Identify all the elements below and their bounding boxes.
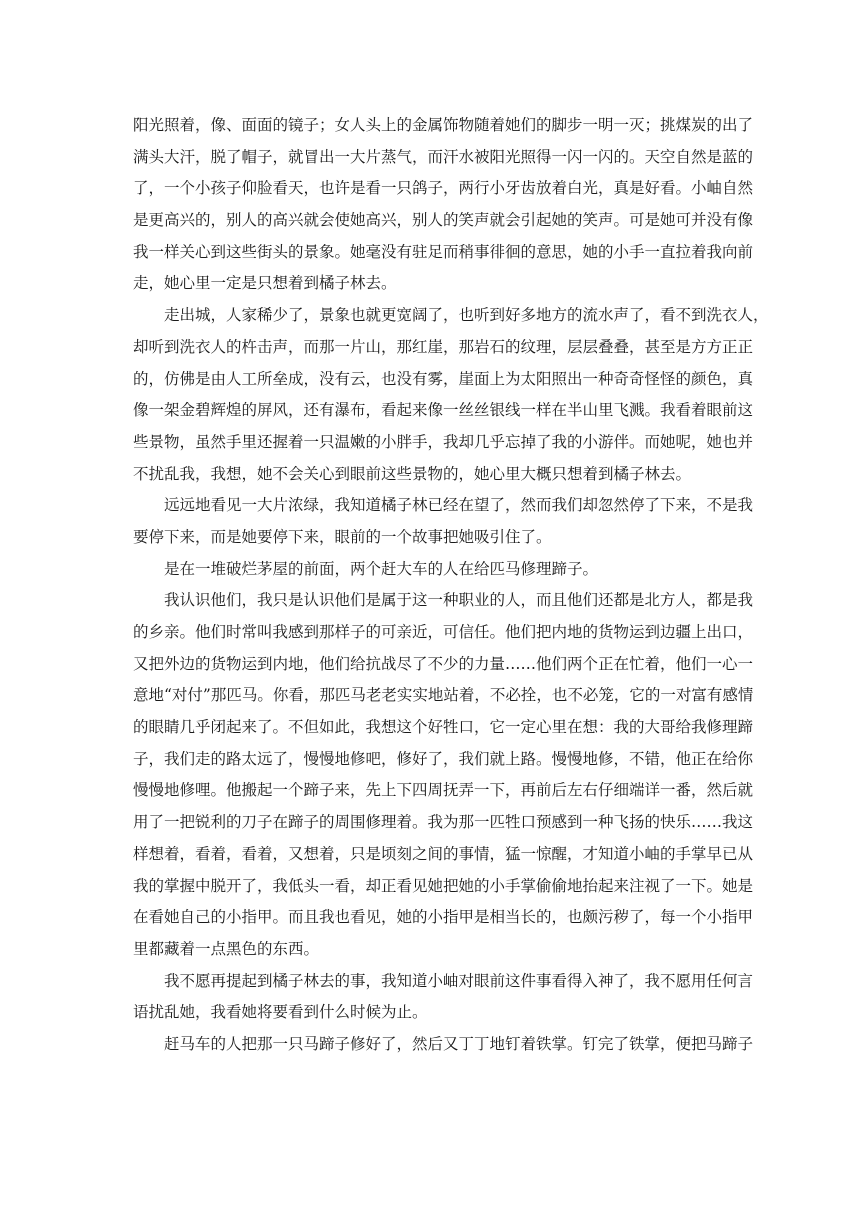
text-line: 的乡亲。他们时常叫我感到那样子的可亲近，可信任。他们把内地的货物运到边疆上出口， [133,623,754,641]
text-line: 却听到洗衣人的杵击声，而那一片山，那红崖，那岩石的纹理，层层叠叠，甚至是方方正正 [133,337,754,356]
text-line: 的眼睛几乎闭起来了。不但如此，我想这个好牲口，它一定心里在想：我的大哥给我修理蹄 [133,718,754,737]
text-line: 是更高兴的，别人的高兴就会使她高兴，别人的笑声就会引起她的笑声。可是她可并没有像 [133,211,754,230]
text-line: 样想着，看着，看着，又想着，只是顷刻之间的事情，猛一惊醒，才知道小岫的手掌早已从 [133,844,754,863]
document-body [133,110,769,1061]
paragraph-6 [133,966,754,1029]
text-line: 我一样关心到这些街头的景象。她毫没有驻足而稍事徘徊的意思，她的小手一直拉着我向前 [133,242,754,261]
paragraph-4 [133,554,743,586]
text-line: 慢慢地修哩。他搬起一个蹄子来，先上下四周抚弄一下，再前后左右仔细端详一番，然后就 [133,781,754,800]
paragraph-5 [133,585,754,965]
paragraph-2 [133,300,769,490]
text-line: 用了一把锐利的刀子在蹄子的周围修理着。我为那一匹牲口预感到一种飞扬的快乐……我这 [133,813,754,832]
text-line: 是在一堆破烂茅屋的前面，两个赶大车的人在给匹马修理蹄子。 [164,559,599,578]
text-line: 满头大汗，脱了帽子，就冒出一大片蒸气，而汗水被阳光照得一闪一闪的。天空自然是蓝的 [133,147,754,166]
text-line: 要停下来，而是她要停下来，眼前的一个故事把她吸引住了。 [133,527,552,546]
text-line: 走出城，人家稀少了，景象也就更宽阔了，也听到好多地方的流水声了，看不到洗衣人， [164,306,769,325]
text-line: 远远地看见一大片浓绿，我知道橘子林已经在望了，然而我们却忽然停了下来，不是我 [164,496,754,515]
text-line: 我的掌握中脱开了，我低头一看，却正看见她把她的小手掌偷偷地抬起来注视了一下。她是 [133,876,754,895]
text-line: 又把外边的货物运到内地，他们给抗战尽了不少的力量……他们两个正在忙着，他们一心一 [133,654,754,673]
text-line: 语扰乱她，我看她将要看到什么时候为止。 [133,1003,428,1022]
text-line: 意地“对付”那匹马。你看，那匹马老老实实地站着，不必拴，也不必笼，它的一对富有感情 [133,686,754,705]
text-line: 赶马车的人把那一只马蹄子修好了，然后又丁丁地钉着铁掌。钉完了铁掌，便把马蹄子 [164,1034,754,1053]
paragraph-1 [133,110,754,300]
text-line: 像一架金碧辉煌的屏风，还有瀑布，看起来像一丝丝银线一样在半山里飞溅。我看着眼前这 [133,401,754,420]
text-line: 我认识他们，我只是认识他们是属于这一种职业的人，而且他们还都是北方人，都是我 [164,591,754,610]
paragraph-3 [133,490,754,553]
text-line: 些景物，虽然手里还握着一只温嫩的小胖手，我却几乎忘掉了我的小游伴。而她呢，她也并 [133,432,754,451]
text-line: 了，一个小孩子仰脸看天，也许是看一只鸽子，两行小牙齿放着白光，真是好看。小岫自然 [133,179,754,198]
paragraph-7 [133,1029,754,1061]
text-line: 在看她自己的小指甲。而且我也看见，她的小指甲是相当长的，也颇污秽了，每一个小指甲 [133,908,754,927]
text-line: 里都藏着一点黑色的东西。 [133,939,320,958]
text-line: 阳光照着，像、面面的镜子；女人头上的金属饰物随着她们的脚步一明一灭；挑煤炭的出了 [133,116,754,134]
text-line: 走，她心里一定是只想着到橘子林去。 [133,274,397,293]
text-line: 我不愿再提起到橘子林去的事，我知道小岫对眼前这件事看得入神了，我不愿用任何言 [164,971,754,990]
text-line: 不扰乱我，我想，她不会关心到眼前这些景物的，她心里大概只想着到橘子林去。 [133,464,692,483]
text-line: 子，我们走的路太远了，慢慢地修吧，修好了，我们就上路。慢慢地修，不错，他正在给你 [133,749,754,768]
text-line: 的，仿佛是由人工所垒成，没有云，也没有雾，崖面上为太阳照出一种奇奇怪怪的颜色，真 [133,369,754,388]
